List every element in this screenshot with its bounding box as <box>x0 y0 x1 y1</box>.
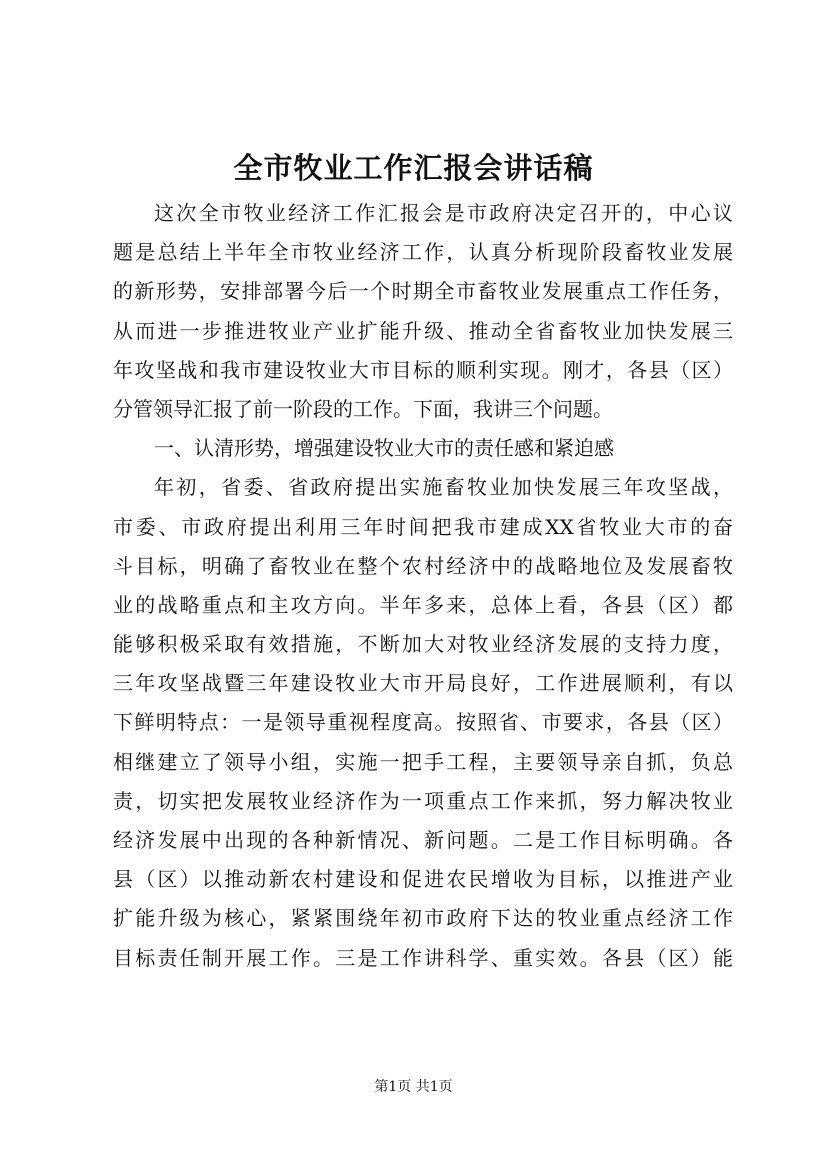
document-title: 全市牧业工作汇报会讲话稿 <box>233 151 594 185</box>
text-line: 市委、市政府提出利用三年时间把我市建成XX省牧业大市的奋 <box>113 514 733 539</box>
text-line: 下鲜明特点：一是领导重视程度高。按照省、市要求，各县（区） <box>113 710 733 735</box>
text-line: 责，切实把发展牧业经济作为一项重点工作来抓，努力解决牧业 <box>113 788 733 813</box>
text-line: 题是总结上半年全市牧业经济工作，认真分析现阶段畜牧业发展 <box>113 240 733 265</box>
text-line: 一、认清形势，增强建设牧业大市的责任感和紧迫感 <box>154 436 614 461</box>
document-body <box>113 194 733 978</box>
text-line: 的新形势，安排部署今后一个时期全市畜牧业发展重点工作任务， <box>113 279 733 304</box>
page-footer: 第1页 共1页 <box>374 1079 453 1095</box>
text-line: 相继建立了领导小组，实施一把手工程，主要领导亲自抓，负总 <box>113 749 733 774</box>
text-line: 能够积极采取有效措施，不断加大对牧业经济发展的支持力度， <box>113 632 733 657</box>
text-line: 从而进一步推进牧业产业扩能升级、推动全省畜牧业加快发展三 <box>113 318 733 343</box>
text-line: 县（区）以推动新农村建设和促进农民增收为目标，以推进产业 <box>113 867 733 892</box>
text-line: 扩能升级为核心，紧紧围绕年初市政府下达的牧业重点经济工作 <box>113 906 733 931</box>
text-line: 斗目标，明确了畜牧业在整个农村经济中的战略地位及发展畜牧 <box>113 553 733 578</box>
text-line: 业的战略重点和主攻方向。半年多来，总体上看，各县（区）都 <box>113 592 733 617</box>
text-line: 目标责任制开展工作。三是工作讲科学、重实效。各县（区）能 <box>113 945 733 970</box>
text-line: 分管领导汇报了前一阶段的工作。下面，我讲三个问题。 <box>113 396 613 421</box>
text-line: 三年攻坚战暨三年建设牧业大市开局良好，工作进展顺利，有以 <box>113 671 733 696</box>
text-line: 年攻坚战和我市建设牧业大市目标的顺利实现。刚才，各县（区） <box>113 357 733 382</box>
text-line: 年初，省委、省政府提出实施畜牧业加快发展三年攻坚战， <box>154 475 733 500</box>
text-line: 这次全市牧业经济工作汇报会是市政府决定召开的，中心议 <box>154 201 733 225</box>
text-line: 经济发展中出现的各种新情况、新问题。二是工作目标明确。各 <box>113 828 733 852</box>
